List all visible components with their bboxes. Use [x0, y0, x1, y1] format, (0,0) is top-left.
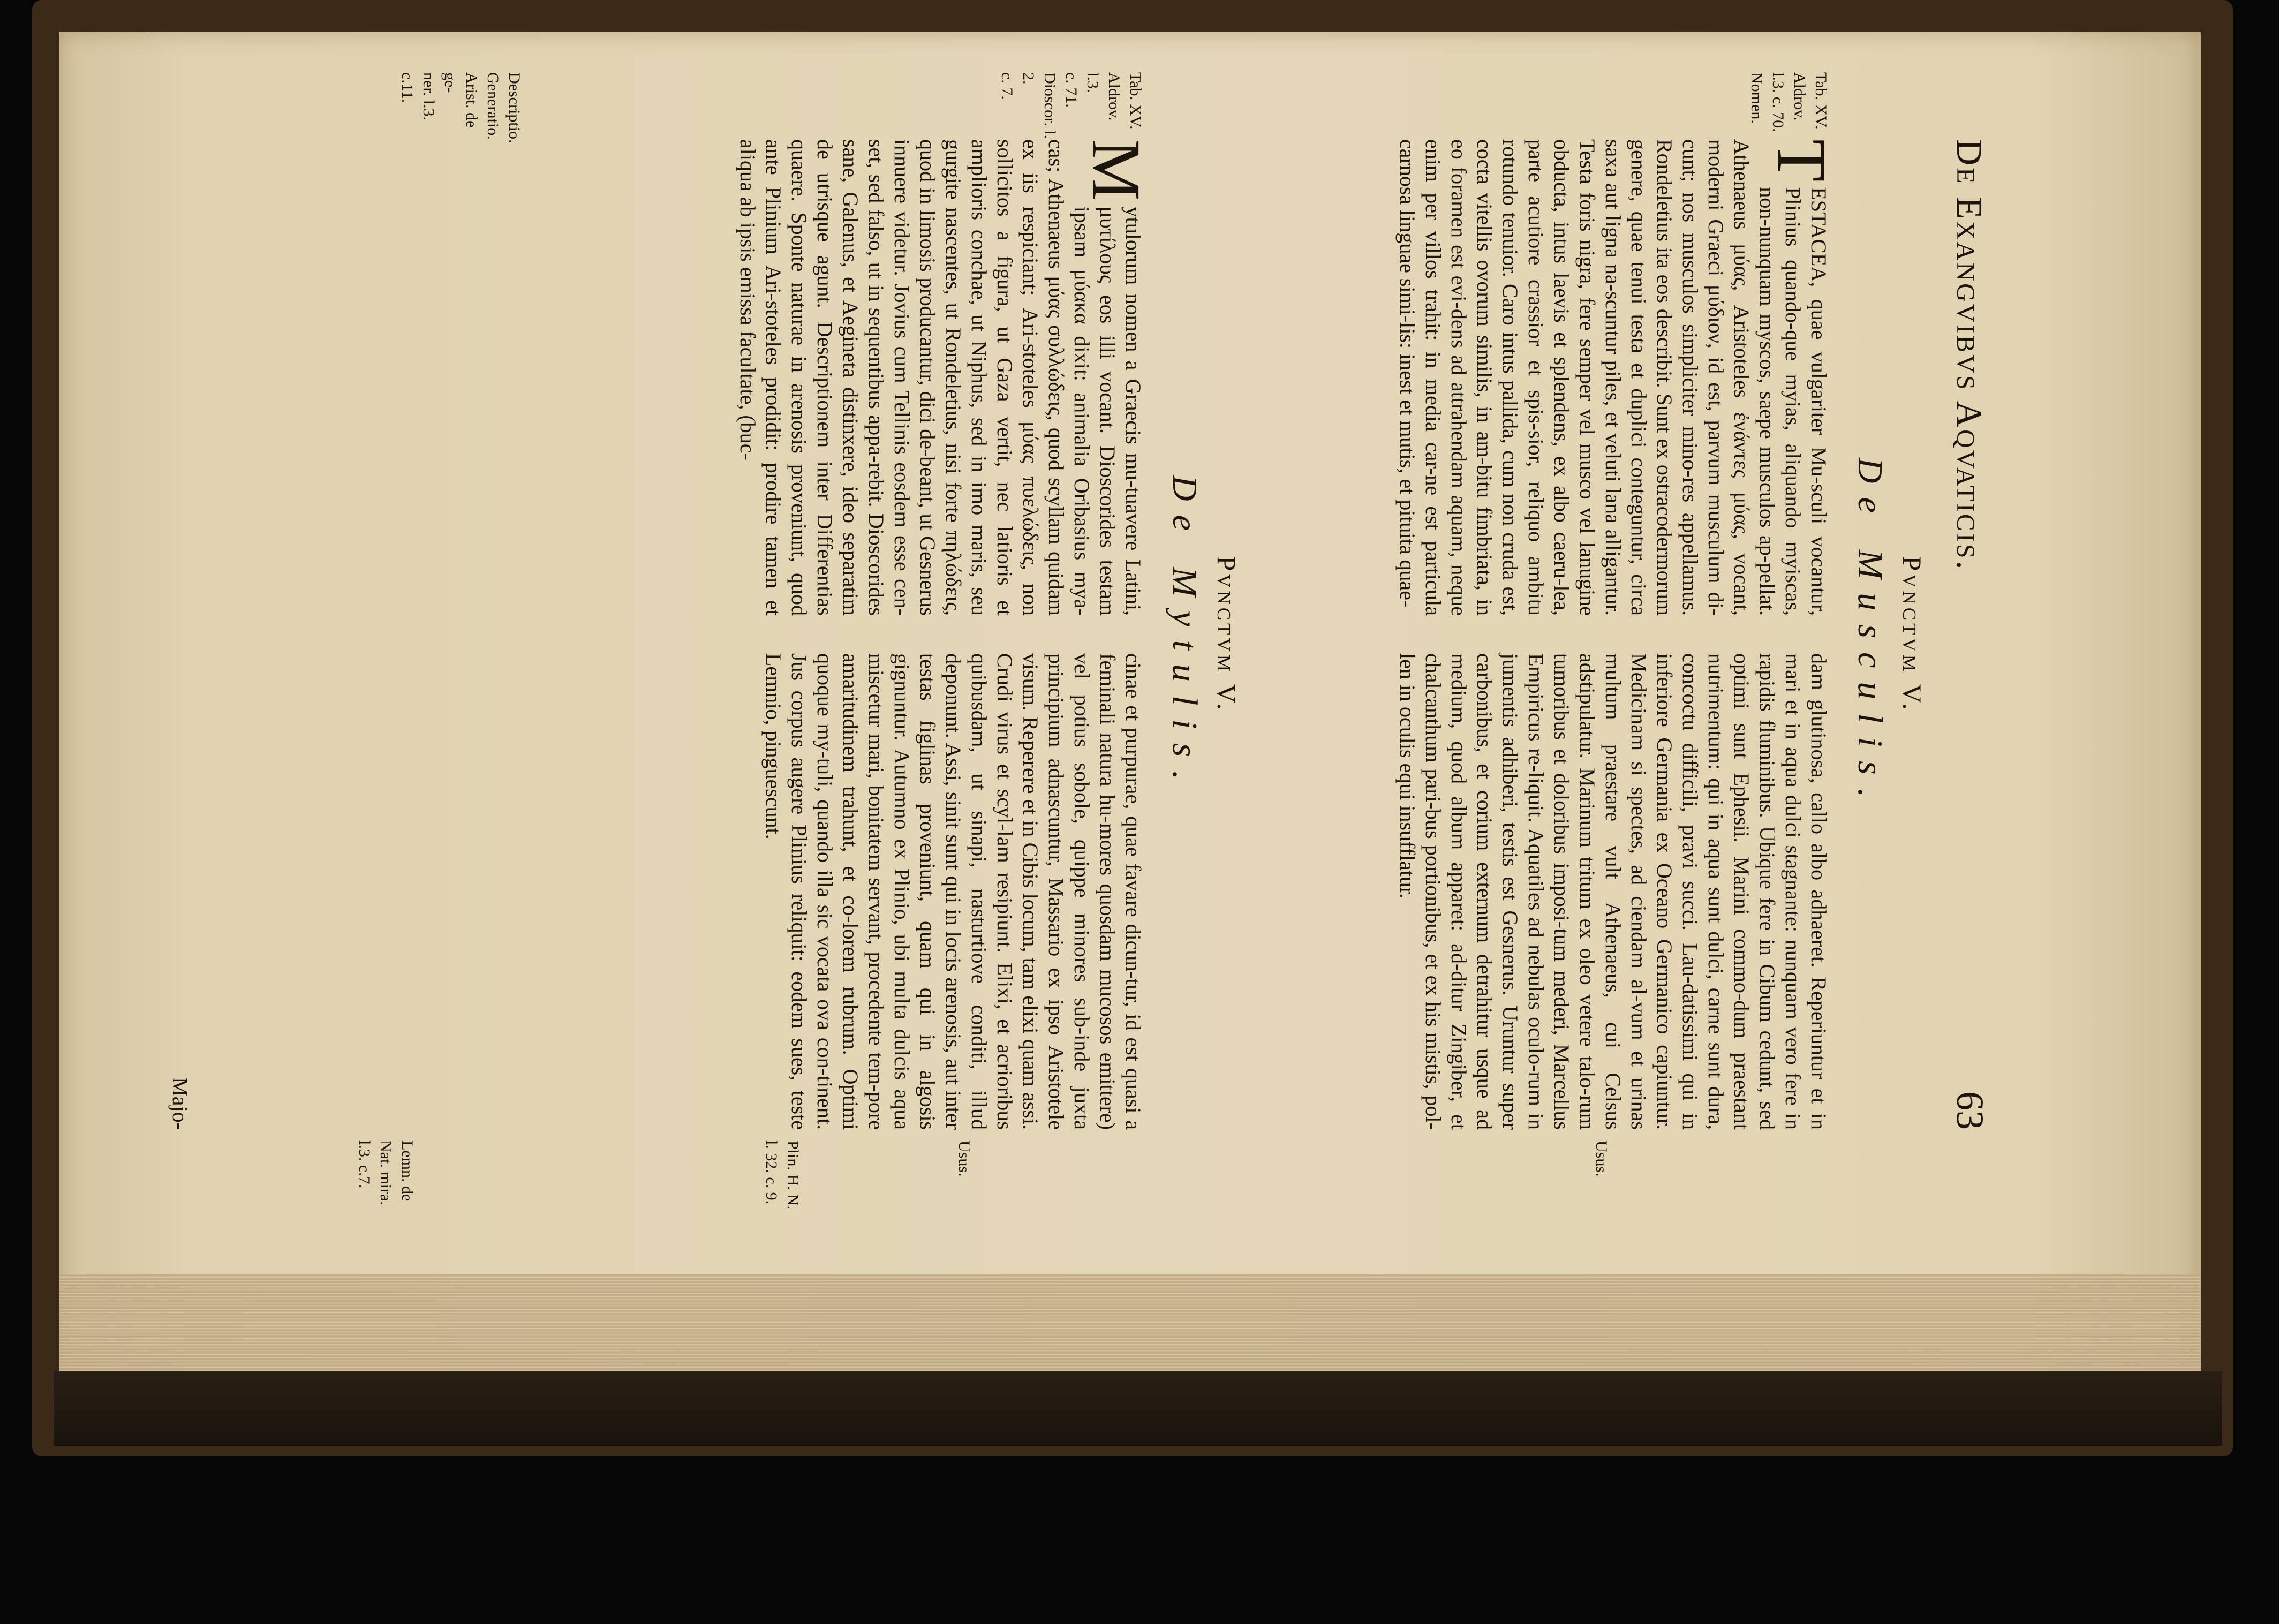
section1-columns [1394, 139, 1840, 1130]
section1-column-left [1394, 139, 1840, 616]
section1-column-right [1394, 653, 1831, 1130]
section2-col1-text: ytulorum nomen a Graecis mu-tuavere Latini, μυτίλους eos illi vocant. Dioscorides testam ipsam μύακα dixit: animalia Oribasius mya-cas; Athenaeus μύας συλλώδεις, quod scyllam quidam ex iis respiciant; Ari-stoteles μύας πυελώδεις, non sollicitos a figura, ut Gaza vertit, nec latioris et amplioris conchae, ut Niphus, sed in imo maris, seu gurgite nascentes, ut Rondeletius, nisi forte πηλώδεις, quod in limosis producantur, dici de-beant, ut Gesnerus innuere videtur. Jovius cum Tellinis eosdem esse cen-set, sed falso, ut in sequentibus appa-rebit. Dioscorides sane, Galenus, et Aegineta distinxere, ideo separatim de utrisque agunt. Descriptionem inter Differentias quaere. Sponte naturae in arenosis proveniunt, quod ante Plinium Ari-stoteles prodidit: prodire tamen et aliqua ab ipsis emissa facultate, (buc- [736, 139, 1145, 616]
section1-margin-left [1746, 72, 1831, 142]
margin-note: Tab. XV. [1127, 72, 1144, 130]
section2-margin-right [953, 1140, 975, 1237]
section2-col2-text: cinae et purpurae, quae favare dicun-tur, id est quasi a feminali natura hu-mores quosdam mucosos emittere) vel potius sobole, quippe minores sub-inde juxta principium adnascuntur, Massario ex ipso Aristotele visum. Reperere et in Cibis locum, tam elixi quam assi. Crudi virus et scyl-lam resipiunt. Elixi, et acrioribus quibusdam, ut sinapi, nasturtiove conditi, illud deponunt. Assi, sinit sunt qui in locis arenosis, aut inter testas figlinas proveniunt, quam qui in algosis gignuntur. Autumno ex Plinio, ubi multa dulcis aqua miscetur mari, bonitatem servant, procedente tem-pore amaritudinem trahunt, et co-lorem rubrum. Optimi quoque my-tuli, quando illa sic vocata ova con-tinent. Jus corpus augere Plinius reliquit: eodem sues, teste Lemnio, pinguescunt. [761, 653, 1145, 1130]
margin-note: Usus. [955, 1140, 973, 1177]
rotated-text-block [96, 59, 2153, 1248]
section2-heading: Pvnctvm V. [1212, 556, 1242, 713]
section2-margin-right-plin [760, 1140, 803, 1237]
catchword: Majo- [168, 1077, 192, 1130]
margin-note: Arist. de ge- [441, 72, 480, 128]
margin-note: Nomen. [1748, 72, 1765, 124]
margin-note: c. 7. [998, 72, 1016, 100]
margin-note: Tab. XV. [1812, 72, 1830, 130]
page-header [1948, 139, 1992, 1130]
margin-note: Plin. H. N. [784, 1140, 802, 1210]
margin-note: c. 71. [1062, 72, 1080, 108]
section2-subheading: De Mytulis. [1165, 475, 1204, 794]
page-edges [59, 1274, 2201, 1371]
margin-note: ner. l.3. c.11. [398, 72, 437, 120]
section2-margin-right-lemn [353, 1140, 418, 1237]
page-content [96, 59, 2153, 1248]
page-number: 63 [1949, 1091, 1991, 1130]
margin-note: Aldrov. l.3. [1084, 72, 1123, 121]
section1-col1-text: ESTACEA, quae vulgariter Mu-sculi vocantur, Plinius quando-que myias, aliquando myiscas, non-nunquam myscos, saepe musculos ap-pellat. Athenaeus μύας, Aristoteles ἐνάντες μύας, vocant, moderni Graeci μύδιον, id est, parvum musculum di-cunt; nos musculos simpliciter mino-res appellamus. Rondeletius ita eos describit. Sunt ex ostracodermorum genere, quae tenui testa et duplici conteguntur, circa saxa aut ligna na-scuntur piles, et veluti lana alligantur. Testa foris nigra, fere semper vel musco vel lanugine obducta, intus laevis et splendens, ex albo caeru-lea, parte acutiore crassior et spis-sior, reliquo ambitu rotundo tenuior. Caro intus pallida, cum non cruda est, cocta vitellis ovorum similis, in am-bitu fimbriata, in eo foramen est evi-dens ad attrahendam aquam, neque enim per villos trahit: in media car-ne est particula carnosa linguae simi-lis: inest et mutis, et pituita quae- [1395, 139, 1831, 616]
section2-margin-left-lower [396, 72, 525, 142]
book-spine-edge [54, 1371, 2222, 1446]
margin-note: Aldrov. [1791, 72, 1808, 121]
section2-column-left [735, 139, 1154, 616]
margin-note: Descriptio. [505, 72, 523, 143]
margin-note: Lemn. de [398, 1140, 416, 1202]
running-head: De Exangvibvs Aqvaticis. [1949, 139, 1990, 572]
section2-column-right [735, 653, 1146, 1130]
section2-columns [735, 139, 1154, 1130]
margin-note: Nat. mira. [377, 1140, 395, 1205]
section1-heading: Pvnctvm V. [1897, 556, 1927, 713]
margin-note: Dioscor. l. 2. [1020, 72, 1059, 139]
drop-cap: T [1763, 139, 1840, 182]
margin-note: l.3. c.7. [356, 1140, 373, 1189]
drop-cap: M [1077, 139, 1154, 201]
section2-margin-left [996, 72, 1146, 142]
margin-note: l.3. c. 70. [1769, 72, 1787, 132]
margin-note: Usus. [1593, 1140, 1610, 1177]
section1-col2-text: dam glutinosa, callo albo adhaeret. Reperiuntur et in mari et in aqua dulci stagnante: nunquam vero fere in rapidis fluminibus. Ubique fere in Cibum cedunt, sed optimi sunt Ephesii. Marini commo-dum praestant nutrimentum: qui in aqua sunt dulci, carne sunt dura, concoctu difficili, pravi succi. Lau-datissimi qui in inferiore Germania ex Oceano Germanico capiuntur. Medicinam si spectes, ad ciendam al-vum et urinas multum praestare vult Athenaeus, cui Celsus adstipulatur. Marinum tritum ex oleo vetere talo-rum tumoribus et doloribus imposi-tum mederi, Marcellus Empiricus re-liquit. Aquatiles ad nebulas oculo-rum in jumentis adhiberi, testis est Gesnerus. Uruntur super carbonibus, et corium externum detrahitur usque ad medium, quod album apparet: ad-ditur Zingiber, et chalcanthum pari-bus portionibus, et ex his mistis, pol-len in oculis equi insufflatur. [1395, 653, 1831, 1130]
section1-margin-right [1590, 1140, 1612, 1237]
margin-note: l. 32. c. 9. [763, 1140, 780, 1205]
section1-subheading: De Musculis. [1851, 457, 1890, 812]
margin-note: Generatio. [484, 72, 502, 140]
